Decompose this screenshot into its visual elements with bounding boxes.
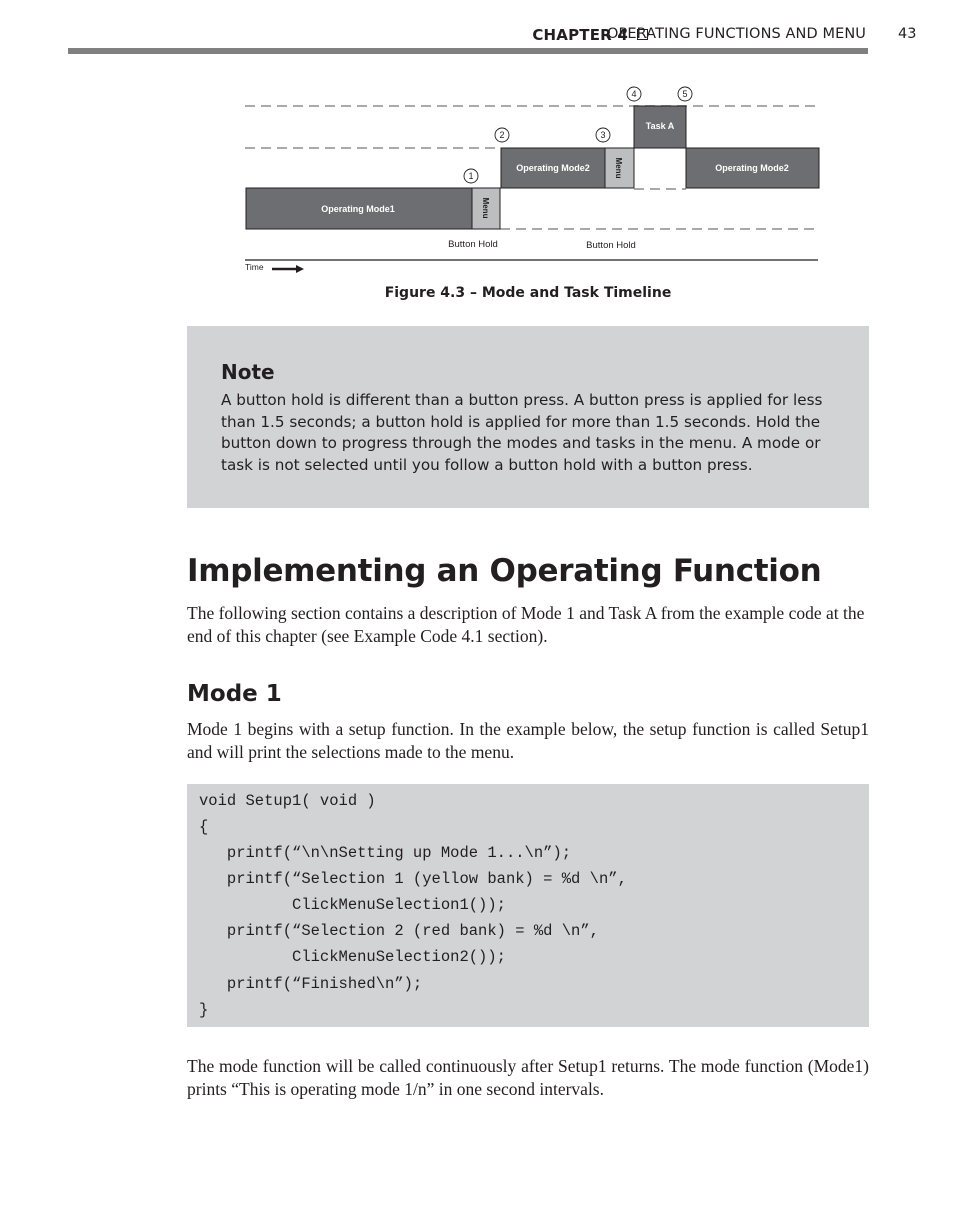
button-hold-label-2: Button Hold [586, 240, 636, 251]
code-line: } [199, 1001, 209, 1019]
time-label: Time [245, 262, 264, 272]
section-intro-paragraph: The following section contains a description of Mode 1 and Task A from the example code at the end of this chapter (see Example Code 4.1 section). [187, 603, 865, 646]
running-header [68, 24, 918, 54]
subsection-intro-paragraph: Mode 1 begins with a setup function. In the example below, the setup function is called Setup1 and will print the selections made to the menu. [187, 719, 869, 762]
marker-2-label: 2 [499, 130, 505, 140]
note-title: Note [221, 360, 275, 384]
section-heading: Implementing an Operating Function [187, 553, 822, 589]
page-number: 43 [898, 26, 917, 42]
button-hold-label-1: Button Hold [448, 239, 498, 250]
header-section-title: OPERATING FUNCTIONS AND MENU [606, 26, 866, 42]
task-a-label: Task A [645, 121, 675, 131]
header-rule [68, 48, 868, 54]
operating-mode1-label: Operating Mode1 [321, 204, 395, 214]
code-line: ClickMenuSelection1()); [199, 896, 506, 914]
code-line: { [199, 818, 209, 836]
closing-paragraph: The mode function will be called continuously after Setup1 returns. The mode function (Mode1) prints “This is operating mode 1/n” in one second intervals. [187, 1056, 869, 1099]
menu-label-1: Menu [481, 197, 490, 219]
code-line: void Setup1( void ) [199, 792, 376, 810]
code-line: printf(“\n\nSetting up Mode 1...\n”); [199, 844, 572, 862]
code-line: printf(“Finished\n”); [199, 975, 423, 993]
note-text: A button hold is different than a button press. A button press is applied for less than 1.5 seconds; a button hold is applied for more than 1.5 seconds. Hold the button down to progress through the modes and tasks in the menu. A mode or task is not selected until you follow a button hold with a button press. [221, 391, 823, 474]
code-line: printf(“Selection 1 (yellow bank) = %d \n”, [199, 870, 627, 888]
marker-4-label: 4 [631, 89, 637, 99]
note-box [187, 326, 869, 508]
code-block [187, 784, 869, 1027]
operating-mode2-label-b: Operating Mode2 [715, 163, 789, 173]
mode-task-timeline-figure [240, 82, 830, 282]
time-arrow-icon [272, 265, 304, 273]
code-line: printf(“Selection 2 (red bank) = %d \n”, [199, 922, 599, 940]
marker-5-label: 5 [682, 89, 688, 99]
marker-3-label: 3 [600, 130, 606, 140]
header-chapter: CHAPTER 4 [532, 26, 628, 44]
subsection-heading: Mode 1 [187, 681, 282, 707]
operating-mode2-label-a: Operating Mode2 [516, 163, 590, 173]
menu-label-2: Menu [614, 157, 623, 179]
code-line: ClickMenuSelection2()); [199, 948, 506, 966]
marker-1-label: 1 [468, 171, 474, 181]
figure-caption: Figure 4.3 – Mode and Task Timeline [384, 285, 672, 301]
